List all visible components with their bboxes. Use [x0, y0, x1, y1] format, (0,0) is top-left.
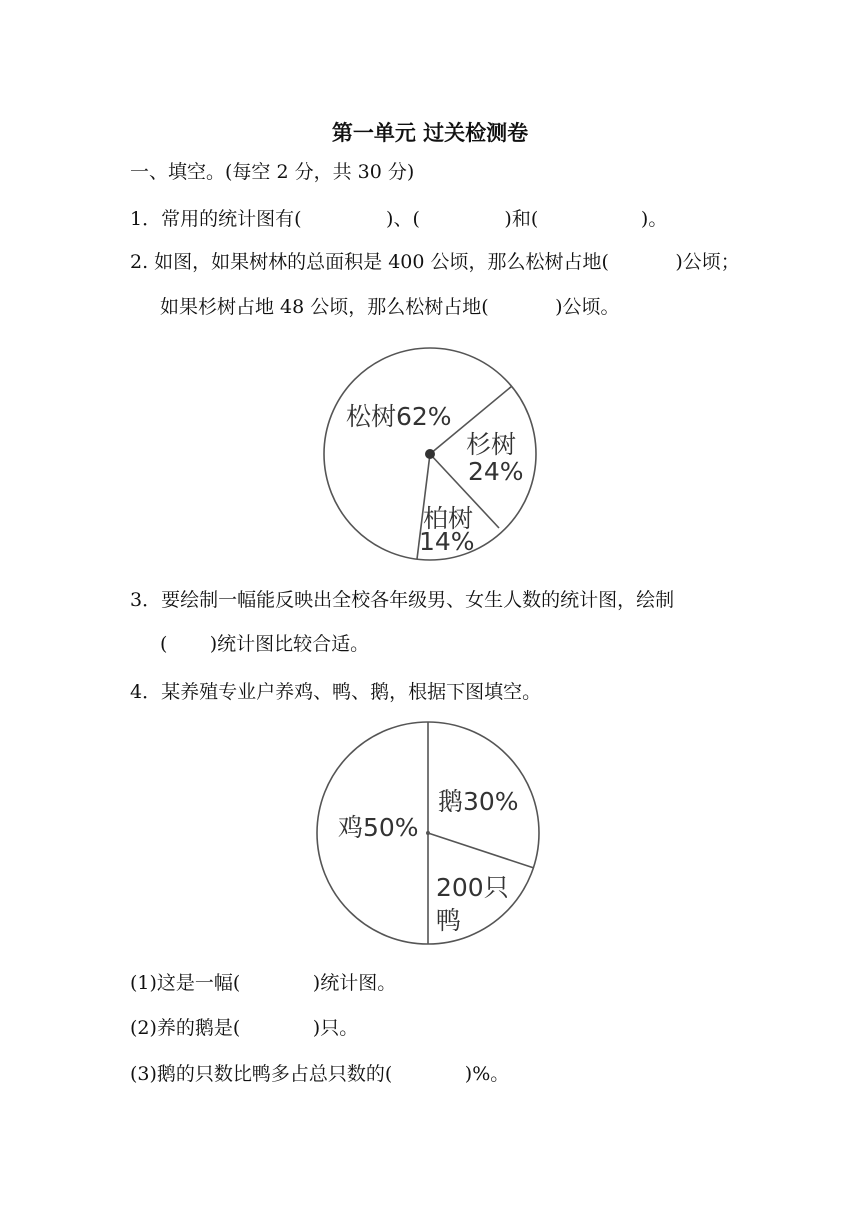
forest-pie-center-dot	[425, 449, 435, 459]
slice-label-baishu-value: 14%	[419, 527, 475, 556]
slice-label-shanshu-name: 杉树	[466, 430, 517, 459]
page-title: 第一单元 过关检测卷	[331, 121, 529, 145]
question-3-line-2: ( )统计图比较合适。	[160, 633, 370, 655]
slice-label-songshu: 松树62%	[346, 402, 452, 431]
slice-label-ya-name: 鸭	[436, 906, 462, 935]
poultry-pie-center-dot	[426, 831, 430, 835]
question-3-line-1: 3．要绘制一幅能反映出全校各年级男、女生人数的统计图，绘制	[130, 589, 675, 611]
poultry-slice-boundary-e-ya	[428, 833, 534, 868]
section-heading: 一、填空。(每空 2 分，共 30 分)	[130, 161, 415, 183]
sub-question-2: (2)养的鹅是( )只。	[130, 1017, 359, 1039]
slice-label-ya-count: 200只	[436, 873, 509, 902]
slice-label-shanshu-value: 24%	[468, 457, 524, 486]
question-1: 1．常用的统计图有( )、( )和( )。	[130, 208, 668, 230]
poultry-pie-chart	[312, 718, 552, 954]
slice-label-e: 鹅30%	[438, 787, 519, 816]
question-2-line-1: 2. 如图，如果树林的总面积是 400 公顷，那么松树占地( )公顷；	[130, 251, 740, 273]
sub-question-3: (3)鹅的只数比鸭多占总只数的( )%。	[130, 1063, 510, 1085]
question-4: 4．某养殖专业户养鸡、鸭、鹅，根据下图填空。	[130, 681, 542, 703]
slice-label-ji: 鸡50%	[338, 813, 419, 842]
question-2-line-2: 如果杉树占地 48 公顷，那么松树占地( )公顷。	[160, 296, 620, 318]
sub-question-1: (1)这是一幅( )统计图。	[130, 972, 397, 994]
forest-pie-chart	[316, 343, 546, 573]
slice-label-baishu-name: 柏树	[423, 504, 474, 533]
